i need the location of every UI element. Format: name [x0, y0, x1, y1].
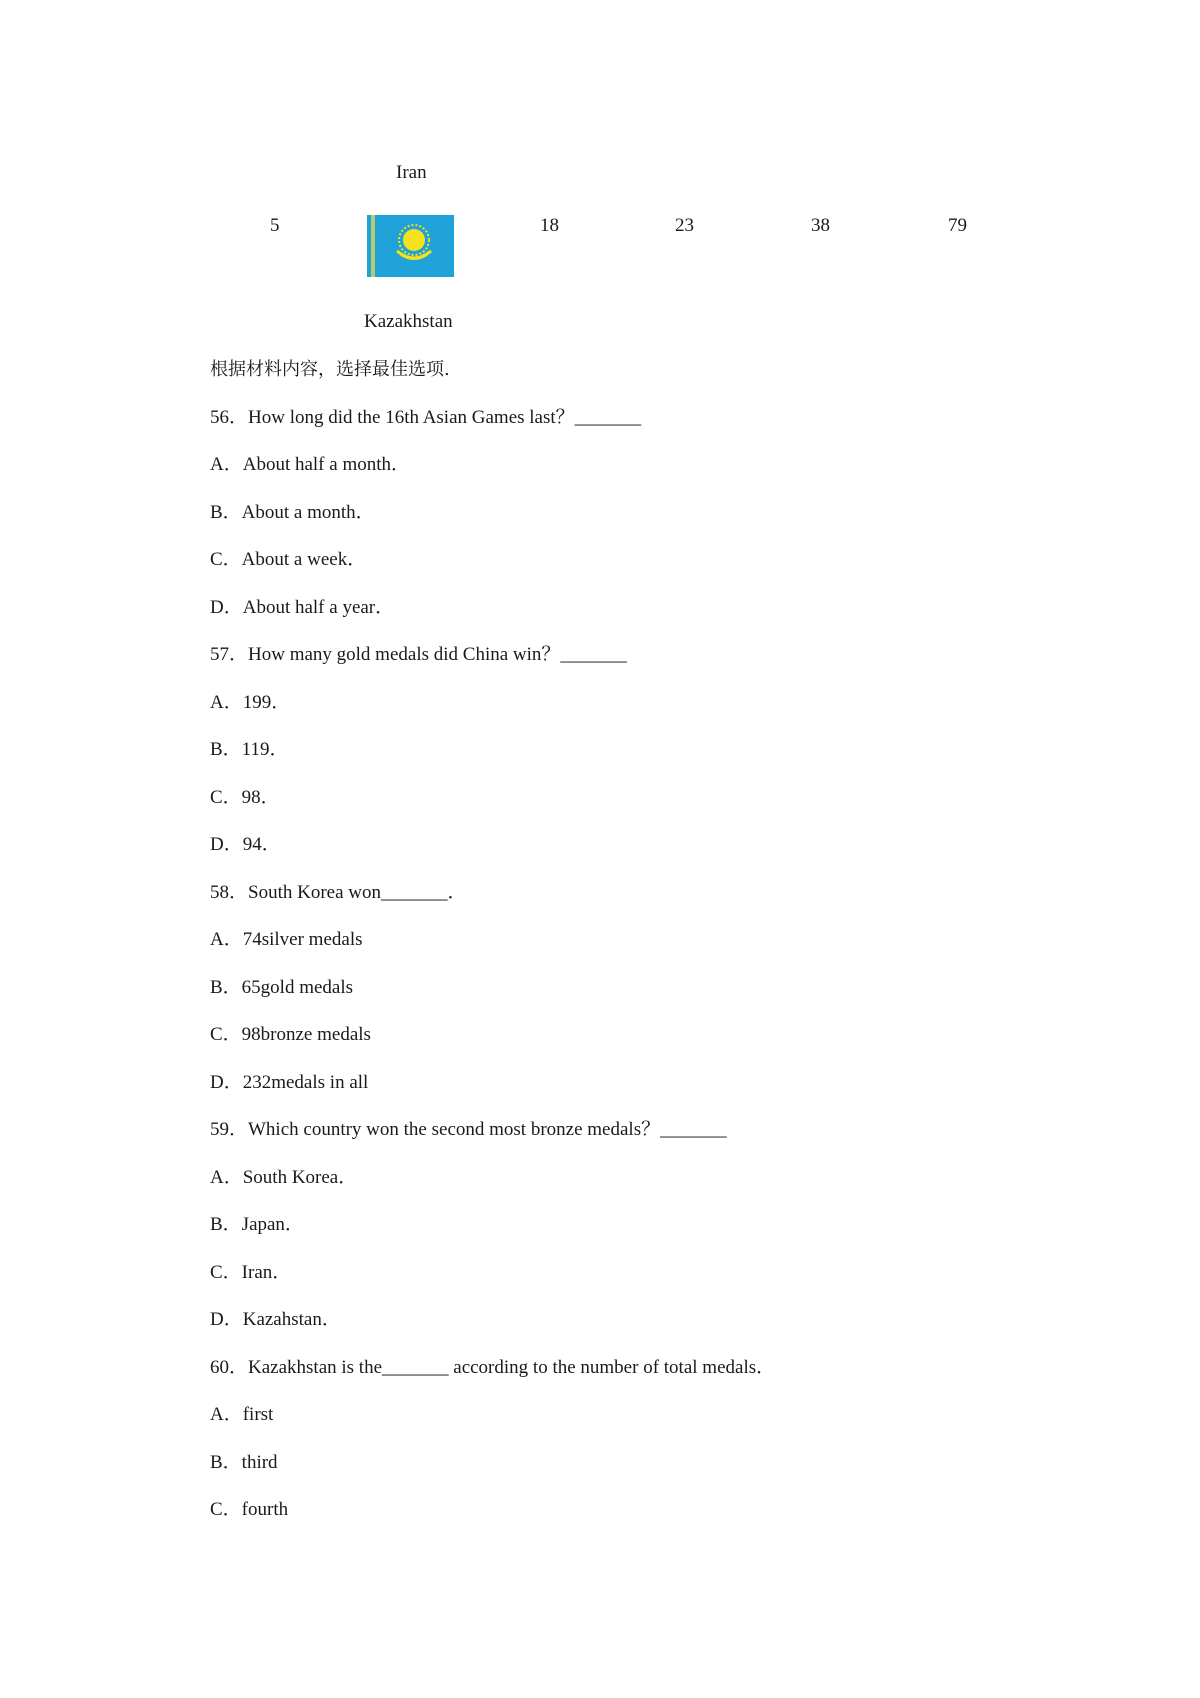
- question-56-option-b: B．About a month．: [210, 502, 375, 523]
- silver-cell: 23: [675, 215, 694, 236]
- question-58-option-c: C．98bronze medals: [210, 1024, 371, 1045]
- question-57-option-a: A．199．: [210, 692, 291, 713]
- question-59-stem: 59．Which country won the second most bronze medals？_______: [210, 1119, 727, 1140]
- question-57-option-b: B．119．: [210, 739, 289, 760]
- question-56-stem: 56．How long did the 16th Asian Games last？_______: [210, 407, 642, 428]
- question-59-option-b: B．Japan．: [210, 1214, 304, 1235]
- question-56-option-c: C．About a week．: [210, 549, 367, 570]
- question-56-option-d: D．About half a year．: [210, 597, 395, 618]
- question-58-option-b: B．65gold medals: [210, 977, 354, 998]
- country-label-kazakhstan: Kazakhstan: [364, 311, 453, 332]
- question-60-stem: 60．Kazakhstan is the_______ according to the number of total medals．: [210, 1357, 776, 1378]
- question-60-option-a: A．first: [210, 1404, 274, 1425]
- question-57-option-c: C．98．: [210, 787, 280, 808]
- question-59-option-c: C．Iran．: [210, 1262, 292, 1283]
- question-58-option-d: D．232medals in all: [210, 1072, 369, 1093]
- question-57-option-d: D．94．: [210, 834, 281, 855]
- question-60-option-c: C．fourth: [210, 1499, 289, 1520]
- bronze-cell: 38: [811, 215, 830, 236]
- gold-cell: 18: [540, 215, 559, 236]
- country-label-iran: Iran: [396, 162, 427, 183]
- question-59-option-a: A．South Korea．: [210, 1167, 358, 1188]
- question-58-option-a: A．74silver medals: [210, 929, 363, 950]
- total-cell: 79: [948, 215, 967, 236]
- question-60-option-b: B．third: [210, 1452, 278, 1473]
- question-57-stem: 57．How many gold medals did China win？_______: [210, 644, 627, 665]
- instruction-text: 根据材料内容，选择最佳选项.: [210, 359, 450, 380]
- question-59-option-d: D．Kazahstan．: [210, 1309, 341, 1330]
- kazakhstan-flag-icon: [367, 215, 454, 277]
- question-56-option-a: A．About half a month．: [210, 454, 411, 475]
- rank-cell: 5: [270, 215, 280, 236]
- flag-emblem-graphic: [367, 215, 454, 277]
- question-58-stem: 58．South Korea won_______．: [210, 882, 467, 903]
